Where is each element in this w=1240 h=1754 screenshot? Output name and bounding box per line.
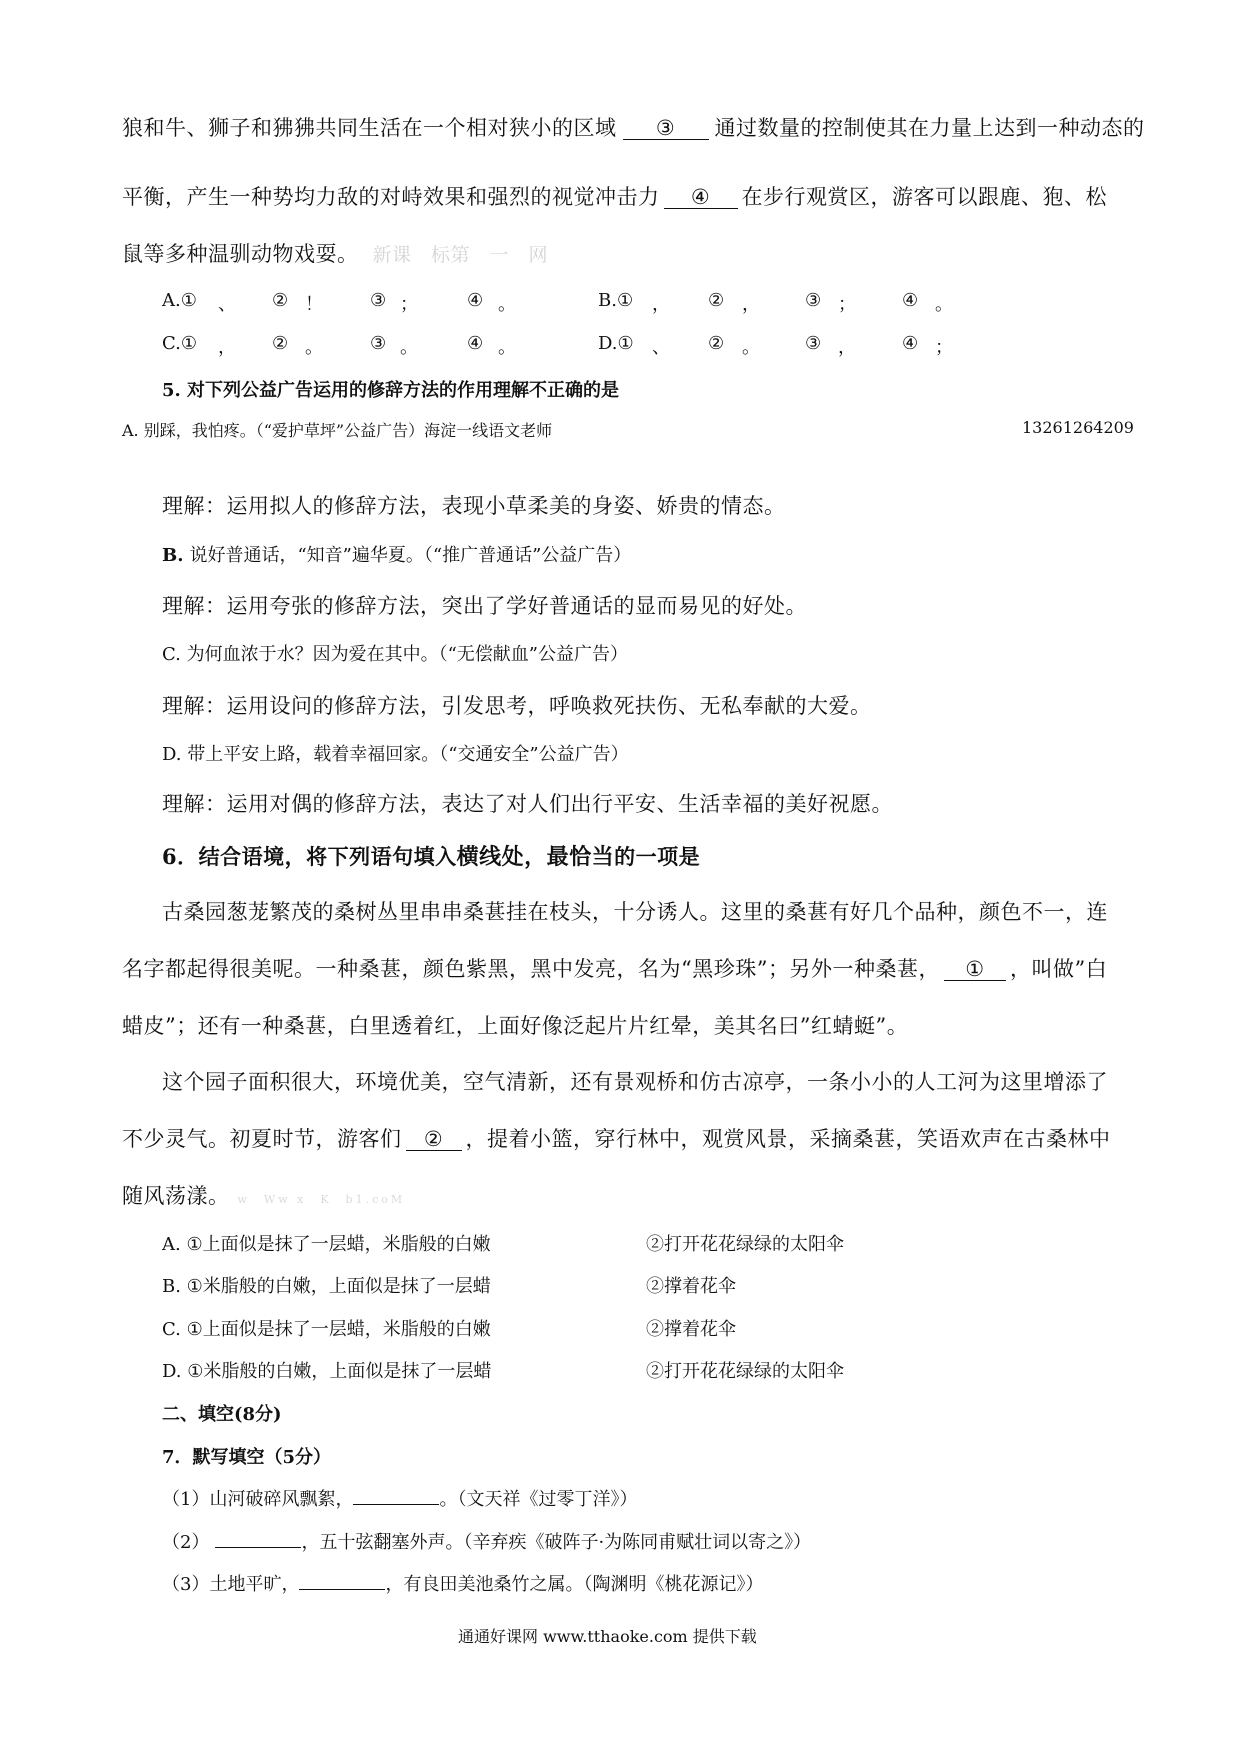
q6-para1-line2-end: ，叫做”白 <box>1009 957 1108 981</box>
q4-line-2 <box>122 181 1107 211</box>
q4-d-c4: ④ <box>902 333 919 354</box>
q5-d-explanation: 理解：运用对偶的修辞方法，表达了对人们出行平安、生活幸福的美好祝愿。 <box>162 792 893 816</box>
q4-a-c2: ② <box>272 290 289 311</box>
q4-a-c4: ④ <box>467 290 484 311</box>
q5-option-a: A. 别踩，我怕疼。（“爱护草坪”公益广告）海淀一线语文老师 <box>122 421 553 440</box>
q6-para2-line3-text: 随风荡漾。 <box>122 1184 230 1208</box>
q4-d-c3: ③ <box>805 333 822 354</box>
q6-option-d: D. ①米脂般的白嫩，上面似是抹了一层蜡 <box>162 1361 492 1382</box>
q6-blank-2: ② <box>406 1128 462 1151</box>
q7-item-3-number: （3） <box>162 1574 210 1595</box>
q4-line-2-end: 在步行观赏区，游客可以跟鹿、狍、松 <box>741 185 1107 209</box>
q6-option-a-part2: ②打开花花绿绿的太阳伞 <box>646 1234 844 1255</box>
q7-item-2-blank <box>215 1529 301 1548</box>
q6-title-start: 6．结合语境，将下列语句填入 <box>162 844 457 869</box>
q6-option-a: A. ①上面似是抹了一层蜡，米脂般的白嫩 <box>162 1234 491 1255</box>
q5-a-explanation: 理解：运用拟人的修辞方法，表现小草柔美的身姿、娇贵的情态。 <box>162 494 786 518</box>
q4-a-p1: 、 <box>218 294 236 315</box>
q7-title: 7．默写填空（5分） <box>162 1447 332 1468</box>
q4-d-p2: 。 <box>742 337 760 358</box>
q4-line-1-start: 狼和牛、狮子和狒狒共同生活在一个相对狭小的区域 <box>122 116 617 140</box>
q6-para2-line3 <box>122 1180 405 1210</box>
q5-b-label: B. <box>162 545 184 566</box>
q5-option-d: D. 带上平安上路，载着幸福回家。（“交通安全”公益广告） <box>162 744 629 765</box>
q7-item-3-pre: 土地平旷， <box>209 1574 300 1595</box>
q7-item-1-blank <box>353 1486 439 1505</box>
q4-a-p4: 。 <box>498 294 516 315</box>
q6-option-c-part2: ②撑着花伞 <box>646 1319 736 1340</box>
q4-d-p3: ， <box>838 337 856 358</box>
q5-b-text: 说好普通话，“知音”遍华夏。（“推广普通话”公益广告） <box>189 545 632 566</box>
q6-option-b: B. ①米脂般的白嫩，上面似是抹了一层蜡 <box>162 1276 491 1297</box>
q4-line-3 <box>122 238 548 268</box>
q4-d-p1: 、 <box>652 337 670 358</box>
q7-item-1-post: 。（文天祥《过零丁洋》） <box>439 1489 638 1510</box>
q4-b-p2: ， <box>742 294 760 315</box>
q5-phone-number: 13261264209 <box>1022 418 1134 437</box>
q5-b-explanation: 理解：运用夸张的修辞方法，突出了学好普通话的显而易见的好处。 <box>162 594 807 618</box>
q4-blank-4: ④ <box>664 186 738 209</box>
q6-para1-line2-start: 名字都起得很美呢。一种桑葚，颜色紫黑，黑中发亮，名为“黑珍珠”；另外一种桑葚， <box>122 957 940 981</box>
q4-c-c4: ④ <box>467 333 484 354</box>
q6-para2-line1: 这个园子面积很大，环境优美，空气清新，还有景观桥和仿古凉亭，一条小小的人工河为这里增添了 <box>162 1070 1108 1094</box>
q4-b-p4: 。 <box>935 294 953 315</box>
q4-c-p1: ， <box>218 337 236 358</box>
q7-item-3-blank <box>299 1571 385 1590</box>
q4-b-p3: ； <box>838 294 856 315</box>
q6-option-b-part2: ②撑着花伞 <box>646 1276 736 1297</box>
q4-blank-3: ③ <box>623 117 709 140</box>
q5-c-explanation: 理解：运用设问的修辞方法，引发思考，呼唤救死扶伤、无私奉献的大爱。 <box>162 694 872 718</box>
q7-item-1 <box>162 1485 637 1511</box>
q4-d-label: D.① <box>598 333 634 354</box>
q4-d-c2: ② <box>708 333 725 354</box>
q4-c-c2: ② <box>272 333 289 354</box>
q4-line-3-text: 鼠等多种温驯动物戏耍。 <box>122 242 359 266</box>
q4-c-p3: 。 <box>400 337 418 358</box>
q4-a-c3: ③ <box>370 290 387 311</box>
q6-para2-line2-start: 不少灵气。初夏时节，游客们 <box>122 1127 402 1151</box>
q4-watermark: 新课 标第 一 网 <box>372 244 549 266</box>
q4-b-c2: ② <box>708 290 725 311</box>
q6-para2-line2-end: ，提着小篮，穿行林中，观赏风景，采摘桑葚，笑语欢声在古桑林中 <box>465 1127 1111 1151</box>
q7-item-2 <box>162 1528 811 1554</box>
q6-title-emphasis: 横线处，最恰当 <box>456 844 615 870</box>
q4-b-p1: ， <box>652 294 670 315</box>
q5-option-c: C. 为何血浓于水？因为爱在其中。（“无偿献血”公益广告） <box>162 644 628 665</box>
q4-c-label: C.① <box>162 333 197 354</box>
q7-item-2-post: ，五十弦翻塞外声。（辛弃疾《破阵子·为陈同甫赋壮词以寄之》） <box>301 1532 812 1553</box>
q4-d-p4: ； <box>935 337 953 358</box>
q7-item-1-number: （1） <box>162 1489 210 1510</box>
q4-a-label: A.① <box>162 290 197 311</box>
section-2-heading: 二、填空(8分) <box>162 1404 282 1425</box>
q4-line-1-end: 通过数量的控制使其在力量上达到一种动态的 <box>714 116 1145 140</box>
q6-para1-line3: 蜡皮”；还有一种桑葚，白里透着红，上面好像泛起片片红晕，美其名曰”红蜻蜓”。 <box>122 1014 909 1038</box>
q5-title: 5. 对下列公益广告运用的修辞方法的作用理解不正确的是 <box>162 380 620 401</box>
page-footer: 通通好课网 www.tthaoke.com 提供下载 <box>458 1627 757 1646</box>
q6-para1-line2 <box>122 953 1107 983</box>
q7-item-3 <box>162 1570 763 1596</box>
q4-b-c4: ④ <box>902 290 919 311</box>
q4-a-p3: ； <box>400 294 418 315</box>
q5-option-b <box>162 541 631 567</box>
q6-para2-line2 <box>122 1123 1111 1153</box>
q6-title <box>162 840 700 871</box>
q4-line-1 <box>122 112 1145 142</box>
q4-b-c3: ③ <box>805 290 822 311</box>
q4-a-p2: ！ <box>305 294 323 315</box>
q6-option-c: C. ①上面似是抹了一层蜡，米脂般的白嫩 <box>162 1319 491 1340</box>
q4-b-label: B.① <box>598 290 634 311</box>
q7-item-1-pre: 山河破碎风飘絮， <box>209 1489 354 1510</box>
q6-option-d-part2: ②打开花花绿绿的太阳伞 <box>646 1361 844 1382</box>
q4-c-c3: ③ <box>370 333 387 354</box>
q4-c-p4: 。 <box>498 337 516 358</box>
q7-item-3-post: ，有良田美池桑竹之属。（陶渊明《桃花源记》） <box>385 1574 764 1595</box>
q7-item-2-number: （2） <box>162 1532 210 1553</box>
q6-watermark: w Ww x K b1.coM <box>237 1193 406 1206</box>
q6-blank-1: ① <box>944 958 1006 981</box>
q6-para1-line1: 古桑园葱茏繁茂的桑树丛里串串桑葚挂在枝头，十分诱人。这里的桑葚有好几个品种，颜色不一，连 <box>162 900 1108 924</box>
q6-title-end: 的一项是 <box>614 844 701 869</box>
q4-line-2-start: 平衡，产生一种势均力敌的对峙效果和强烈的视觉冲击力 <box>122 185 660 209</box>
q4-c-p2: 。 <box>305 337 323 358</box>
